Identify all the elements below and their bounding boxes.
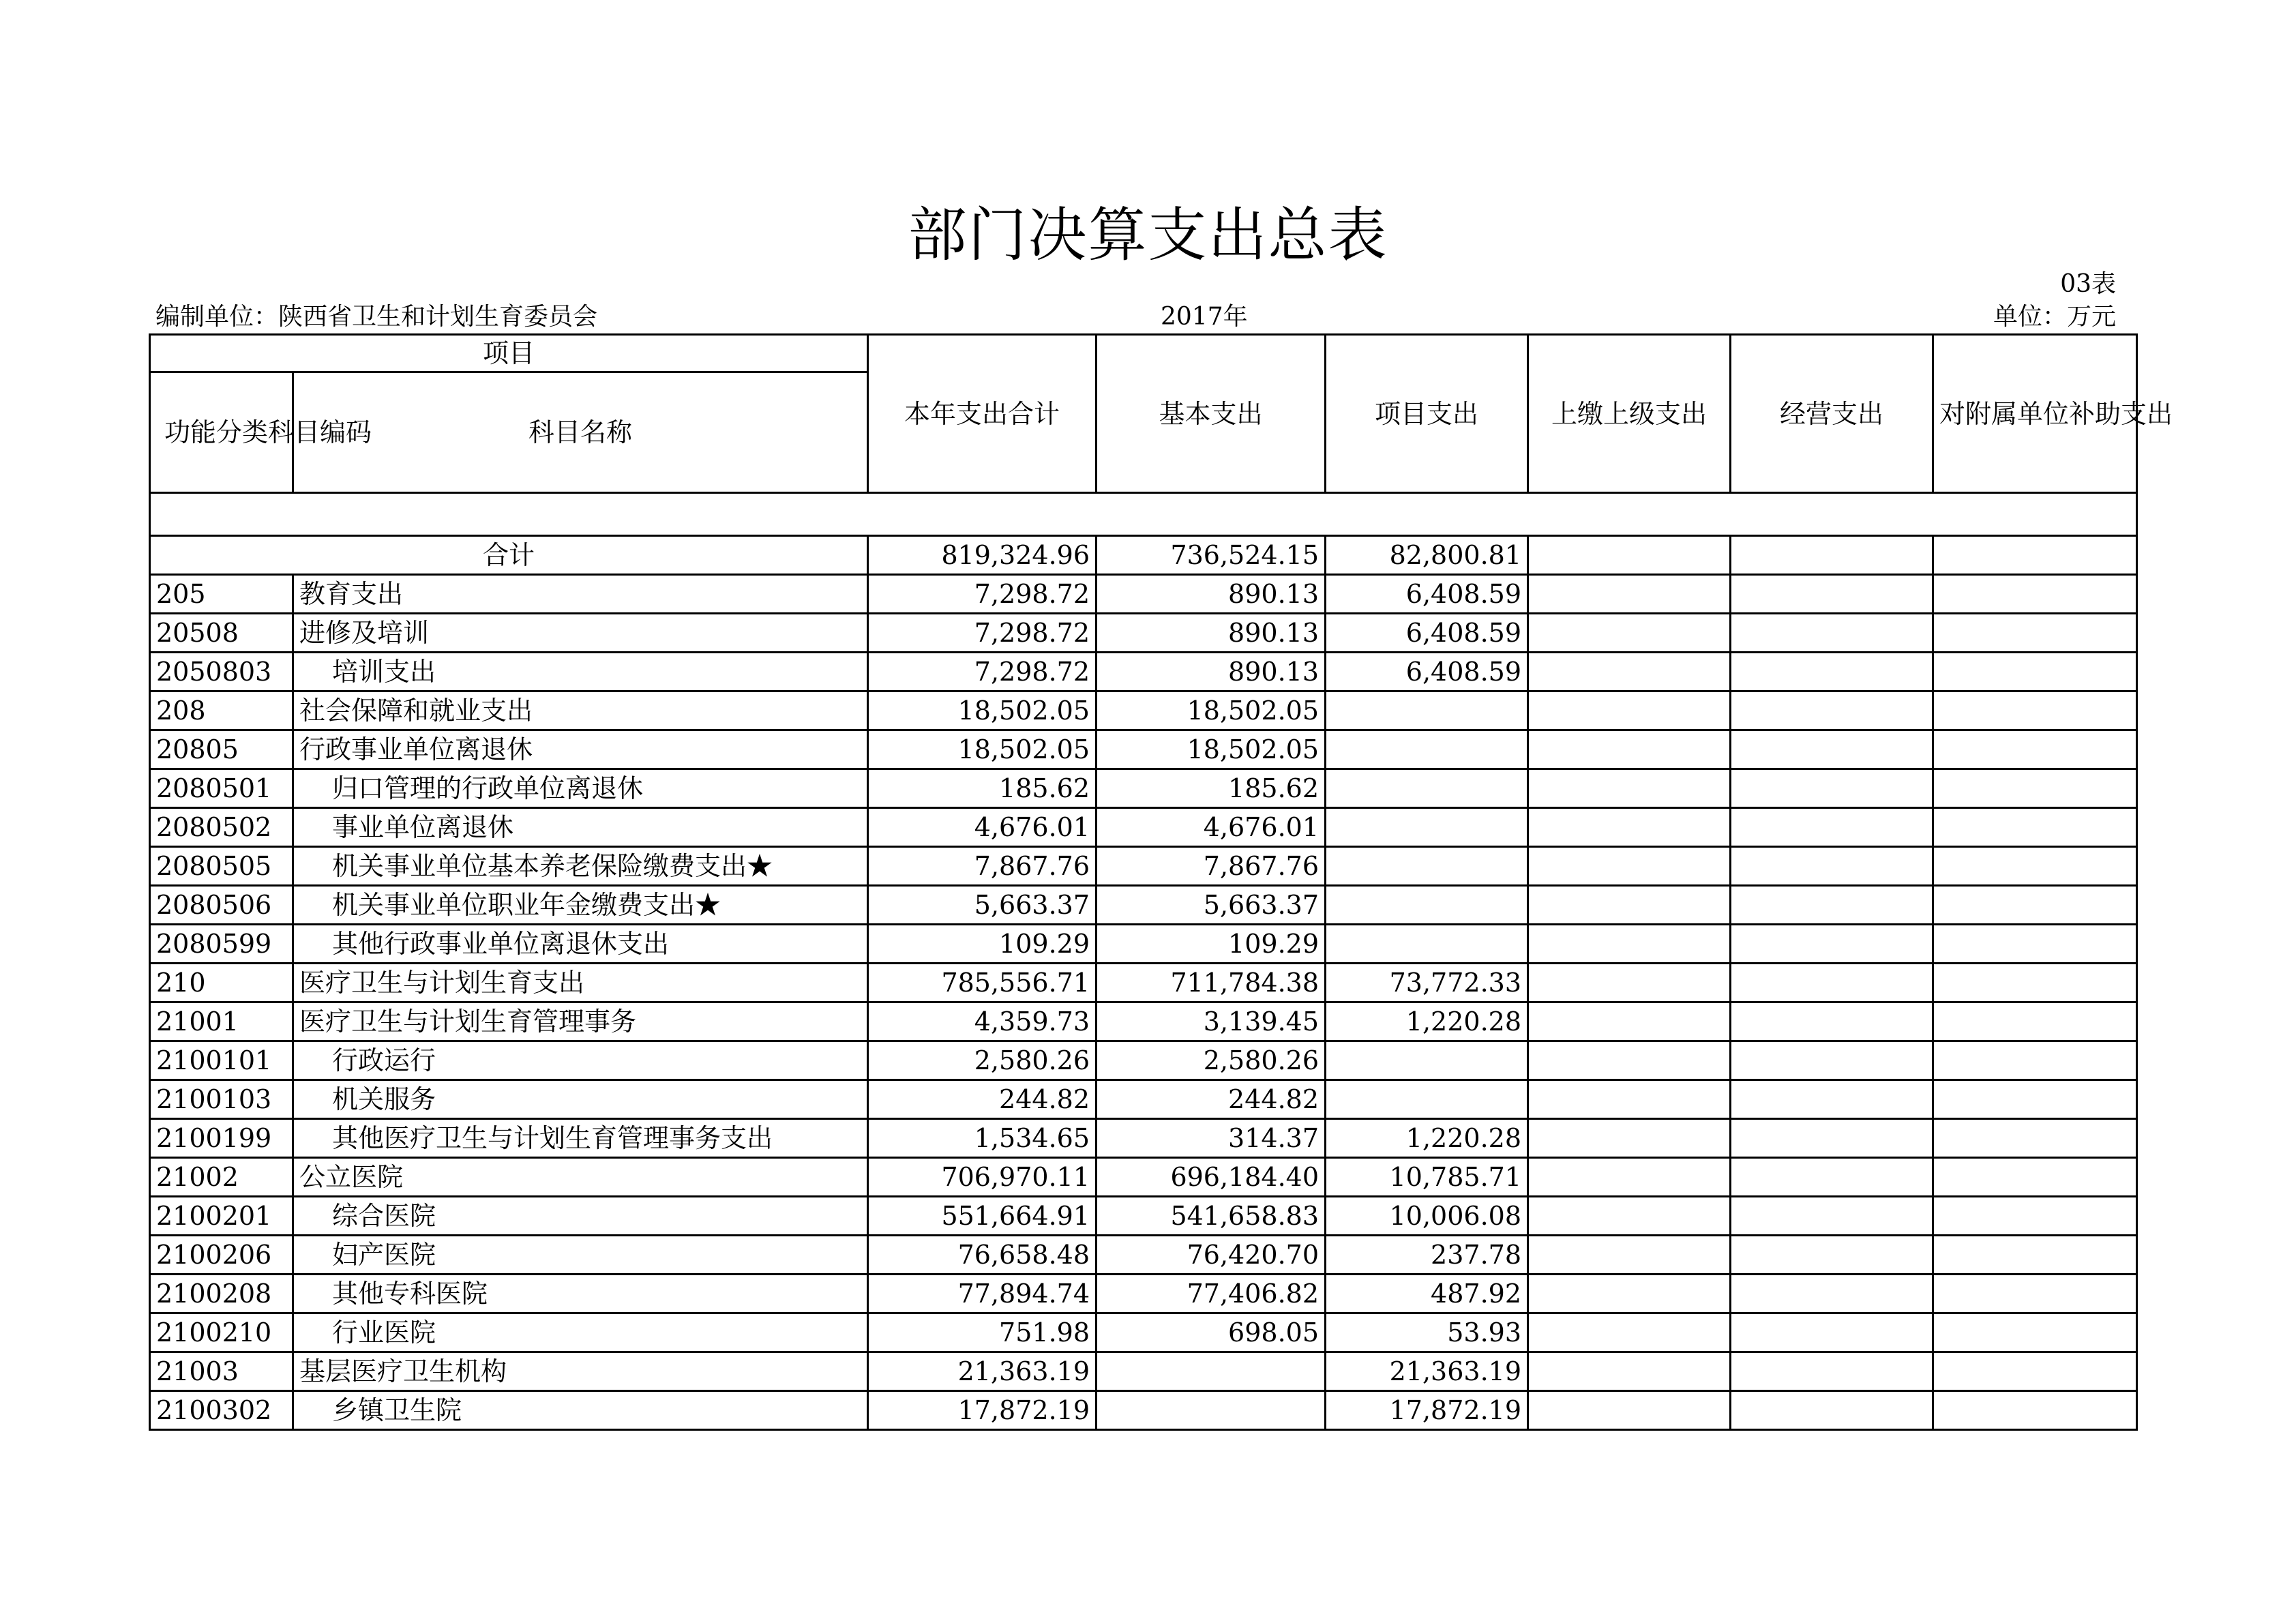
cell-total: 1,534.65 (868, 1119, 1097, 1158)
cell-name: 其他专科医院 (293, 1275, 868, 1313)
cell-basic: 698.05 (1097, 1313, 1326, 1352)
cell-business (1731, 964, 1933, 1002)
cell-business (1731, 691, 1933, 730)
cell-project (1326, 886, 1528, 925)
cell-basic: 3,139.45 (1097, 1002, 1326, 1041)
table-number: 03表 (2060, 270, 2116, 298)
cell-business (1731, 1391, 1933, 1430)
table-row (150, 1197, 2137, 1236)
cell-project: 1,220.28 (1326, 1002, 1528, 1041)
cell-total: 21,363.19 (868, 1352, 1097, 1391)
cell-basic: 109.29 (1097, 925, 1326, 964)
table-row (150, 691, 2137, 730)
cell-code: 2080506 (150, 886, 293, 925)
cell-upper (1528, 1391, 1731, 1430)
cell-project (1326, 691, 1528, 730)
header-business: 经营支出 (1731, 335, 1933, 493)
cell-upper (1528, 1352, 1731, 1391)
cell-business (1731, 1275, 1933, 1313)
cell-project: 10,006.08 (1326, 1197, 1528, 1236)
page-title: 部门决算支出总表 (908, 201, 1388, 269)
cell-basic: 7,867.76 (1097, 847, 1326, 886)
cell-name: 医疗卫生与计划生育支出 (293, 964, 868, 1002)
cell-code: 2050803 (150, 653, 293, 691)
cell-total: 706,970.11 (868, 1158, 1097, 1197)
cell-subsidy (1933, 925, 2137, 964)
table-row (150, 847, 2137, 886)
table-row (150, 1158, 2137, 1197)
cell-basic: 696,184.40 (1097, 1158, 1326, 1197)
expenditure-table (149, 333, 2173, 1431)
cell-upper (1528, 964, 1731, 1002)
cell-basic: 5,663.37 (1097, 886, 1326, 925)
cell-business (1731, 925, 1933, 964)
table-row (150, 1002, 2137, 1041)
cell-upper (1528, 925, 1731, 964)
cell-upper (1528, 575, 1731, 614)
cell-project: 10,785.71 (1326, 1158, 1528, 1197)
cell-name: 教育支出 (293, 575, 868, 614)
header-spacer-row (150, 493, 2137, 536)
cell-code: 208 (150, 691, 293, 730)
cell-total: 7,298.72 (868, 575, 1097, 614)
cell-project: 6,408.59 (1326, 614, 1528, 653)
table-row (150, 1275, 2137, 1313)
cell-upper (1528, 1236, 1731, 1275)
cell-upper (1528, 1197, 1731, 1236)
cell-subsidy (1933, 1313, 2137, 1352)
cell-basic: 18,502.05 (1097, 691, 1326, 730)
cell-business (1731, 769, 1933, 808)
cell-project: 53.93 (1326, 1313, 1528, 1352)
cell-subsidy (1933, 1002, 2137, 1041)
cell-project: 487.92 (1326, 1275, 1528, 1313)
cell-business (1731, 575, 1933, 614)
cell-code: 2080501 (150, 769, 293, 808)
cell-project: 17,872.19 (1326, 1391, 1528, 1430)
cell-project: 73,772.33 (1326, 964, 1528, 1002)
table-body (150, 335, 2173, 1430)
table-row (150, 1119, 2137, 1158)
cell-name: 事业单位离退休 (293, 808, 868, 847)
cell-business (1731, 1197, 1933, 1236)
cell-project (1326, 730, 1528, 769)
cell-basic: 541,658.83 (1097, 1197, 1326, 1236)
total-row (150, 536, 2137, 575)
cell-total: 76,658.48 (868, 1236, 1097, 1275)
cell-basic: 2,580.26 (1097, 1041, 1326, 1080)
cell-total: 7,298.72 (868, 653, 1097, 691)
cell-name: 医疗卫生与计划生育管理事务 (293, 1002, 868, 1041)
table-row (150, 1313, 2137, 1352)
cell-upper (1528, 1002, 1731, 1041)
cell-upper (1528, 1080, 1731, 1119)
cell-upper (1528, 847, 1731, 886)
cell-subsidy (1933, 847, 2137, 886)
cell-code: 20805 (150, 730, 293, 769)
cell-total: 77,894.74 (868, 1275, 1097, 1313)
cell-project (1326, 925, 1528, 964)
table-row (150, 1236, 2137, 1275)
cell-code: 2100199 (150, 1119, 293, 1158)
cell-name: 其他行政事业单位离退休支出 (293, 925, 868, 964)
cell-basic: 76,420.70 (1097, 1236, 1326, 1275)
cell-basic: 890.13 (1097, 575, 1326, 614)
cell-code: 20508 (150, 614, 293, 653)
cell-name: 基层医疗卫生机构 (293, 1352, 868, 1391)
cell-upper (1528, 808, 1731, 847)
cell-code: 21002 (150, 1158, 293, 1197)
cell-project (1326, 1080, 1528, 1119)
cell-total: 185.62 (868, 769, 1097, 808)
cell-total: 4,676.01 (868, 808, 1097, 847)
cell-code: 2080505 (150, 847, 293, 886)
header-basic: 基本支出 (1097, 335, 1326, 493)
cell-business (1731, 808, 1933, 847)
cell-upper (1528, 769, 1731, 808)
cell-total: 18,502.05 (868, 691, 1097, 730)
table-row (150, 1080, 2137, 1119)
total-business (1731, 536, 1933, 575)
header-project: 项目 (150, 335, 868, 372)
cell-code: 2100210 (150, 1313, 293, 1352)
cell-total: 5,663.37 (868, 886, 1097, 925)
table-row (150, 886, 2137, 925)
cell-business (1731, 1313, 1933, 1352)
header-total: 本年支出合计 (868, 335, 1097, 493)
cell-subsidy (1933, 1119, 2137, 1158)
cell-code: 210 (150, 964, 293, 1002)
cell-project: 6,408.59 (1326, 653, 1528, 691)
cell-basic: 314.37 (1097, 1119, 1326, 1158)
cell-total: 109.29 (868, 925, 1097, 964)
cell-basic: 890.13 (1097, 653, 1326, 691)
cell-total: 751.98 (868, 1313, 1097, 1352)
cell-project: 237.78 (1326, 1236, 1528, 1275)
cell-subsidy (1933, 1275, 2137, 1313)
cell-code: 21003 (150, 1352, 293, 1391)
cell-project (1326, 1041, 1528, 1080)
header-project-exp: 项目支出 (1326, 335, 1528, 493)
cell-basic: 4,676.01 (1097, 808, 1326, 847)
cell-code: 2100101 (150, 1041, 293, 1080)
table-row (150, 575, 2137, 614)
cell-total: 7,867.76 (868, 847, 1097, 886)
cell-code: 2100206 (150, 1236, 293, 1275)
cell-total: 4,359.73 (868, 1002, 1097, 1041)
cell-business (1731, 1158, 1933, 1197)
cell-name: 其他医疗卫生与计划生育管理事务支出 (293, 1119, 868, 1158)
cell-upper (1528, 1158, 1731, 1197)
cell-business (1731, 847, 1933, 886)
cell-project: 6,408.59 (1326, 575, 1528, 614)
cell-subsidy (1933, 886, 2137, 925)
table-row (150, 653, 2137, 691)
table-row (150, 808, 2137, 847)
cell-total: 2,580.26 (868, 1041, 1097, 1080)
org-label: 编制单位：陕西省卫生和计划生育委员会 (155, 303, 598, 331)
cell-upper (1528, 614, 1731, 653)
cell-basic: 890.13 (1097, 614, 1326, 653)
cell-subsidy (1933, 1197, 2137, 1236)
cell-subsidy (1933, 1080, 2137, 1119)
cell-subsidy (1933, 653, 2137, 691)
cell-code: 21001 (150, 1002, 293, 1041)
cell-total: 244.82 (868, 1080, 1097, 1119)
cell-name: 公立医院 (293, 1158, 868, 1197)
cell-business (1731, 1236, 1933, 1275)
cell-subsidy (1933, 614, 2137, 653)
cell-subsidy (1933, 1236, 2137, 1275)
total-project: 82,800.81 (1326, 536, 1528, 575)
cell-code: 2100208 (150, 1275, 293, 1313)
header-upper: 上缴上级支出 (1528, 335, 1731, 493)
cell-code: 2100302 (150, 1391, 293, 1430)
table-row (150, 1391, 2137, 1430)
cell-name: 行政事业单位离退休 (293, 730, 868, 769)
cell-code: 205 (150, 575, 293, 614)
header-code: 功能分类科目编码 (150, 372, 293, 493)
cell-subsidy (1933, 691, 2137, 730)
table-row (150, 730, 2137, 769)
cell-name: 进修及培训 (293, 614, 868, 653)
cell-name: 乡镇卫生院 (293, 1391, 868, 1430)
header-subsidy: 对附属单位补助支出 (1933, 335, 2137, 493)
cell-project (1326, 769, 1528, 808)
cell-name: 社会保障和就业支出 (293, 691, 868, 730)
cell-code: 2100103 (150, 1080, 293, 1119)
cell-business (1731, 1002, 1933, 1041)
cell-subsidy (1933, 808, 2137, 847)
header-name: 科目名称 (293, 372, 868, 493)
cell-upper (1528, 653, 1731, 691)
cell-name: 行业医院 (293, 1313, 868, 1352)
cell-total: 785,556.71 (868, 964, 1097, 1002)
cell-upper (1528, 886, 1731, 925)
cell-business (1731, 1080, 1933, 1119)
cell-total: 551,664.91 (868, 1197, 1097, 1236)
cell-business (1731, 1352, 1933, 1391)
cell-name: 妇产医院 (293, 1236, 868, 1275)
table-row (150, 614, 2137, 653)
cell-upper (1528, 1119, 1731, 1158)
cell-total: 17,872.19 (868, 1391, 1097, 1430)
cell-project (1326, 808, 1528, 847)
unit-label: 单位：万元 (1993, 303, 2116, 331)
cell-name: 培训支出 (293, 653, 868, 691)
cell-upper (1528, 1275, 1731, 1313)
cell-project: 21,363.19 (1326, 1352, 1528, 1391)
cell-name: 综合医院 (293, 1197, 868, 1236)
cell-subsidy (1933, 1391, 2137, 1430)
cell-basic: 244.82 (1097, 1080, 1326, 1119)
cell-total: 18,502.05 (868, 730, 1097, 769)
cell-name: 机关事业单位职业年金缴费支出★ (293, 886, 868, 925)
cell-upper (1528, 1313, 1731, 1352)
cell-upper (1528, 730, 1731, 769)
cell-business (1731, 730, 1933, 769)
cell-code: 2080599 (150, 925, 293, 964)
table-row (150, 1041, 2137, 1080)
cell-basic: 77,406.82 (1097, 1275, 1326, 1313)
cell-subsidy (1933, 1352, 2137, 1391)
cell-business (1731, 1119, 1933, 1158)
cell-subsidy (1933, 1158, 2137, 1197)
table-row (150, 1352, 2137, 1391)
total-total: 819,324.96 (868, 536, 1097, 575)
header-row-1 (150, 335, 2137, 372)
cell-upper (1528, 1041, 1731, 1080)
cell-subsidy (1933, 1041, 2137, 1080)
cell-business (1731, 1041, 1933, 1080)
cell-subsidy (1933, 730, 2137, 769)
table-row (150, 769, 2137, 808)
cell-name: 机关事业单位基本养老保险缴费支出★ (293, 847, 868, 886)
cell-business (1731, 653, 1933, 691)
total-basic: 736,524.15 (1097, 536, 1326, 575)
cell-business (1731, 614, 1933, 653)
cell-code: 2080502 (150, 808, 293, 847)
total-subsidy (1933, 536, 2137, 575)
cell-basic (1097, 1352, 1326, 1391)
cell-basic: 711,784.38 (1097, 964, 1326, 1002)
cell-name: 机关服务 (293, 1080, 868, 1119)
cell-total: 7,298.72 (868, 614, 1097, 653)
year-label: 2017年 (1161, 303, 1248, 331)
cell-subsidy (1933, 769, 2137, 808)
cell-project (1326, 847, 1528, 886)
cell-upper (1528, 691, 1731, 730)
cell-business (1731, 886, 1933, 925)
cell-code: 2100201 (150, 1197, 293, 1236)
cell-basic: 185.62 (1097, 769, 1326, 808)
cell-basic (1097, 1391, 1326, 1430)
cell-basic: 18,502.05 (1097, 730, 1326, 769)
table-row (150, 925, 2137, 964)
cell-name: 行政运行 (293, 1041, 868, 1080)
total-label: 合计 (150, 536, 868, 575)
cell-project: 1,220.28 (1326, 1119, 1528, 1158)
cell-subsidy (1933, 575, 2137, 614)
total-upper (1528, 536, 1731, 575)
cell-subsidy (1933, 964, 2137, 1002)
table-row (150, 964, 2137, 1002)
header-spacer (150, 493, 2137, 536)
cell-name: 归口管理的行政单位离退休 (293, 769, 868, 808)
